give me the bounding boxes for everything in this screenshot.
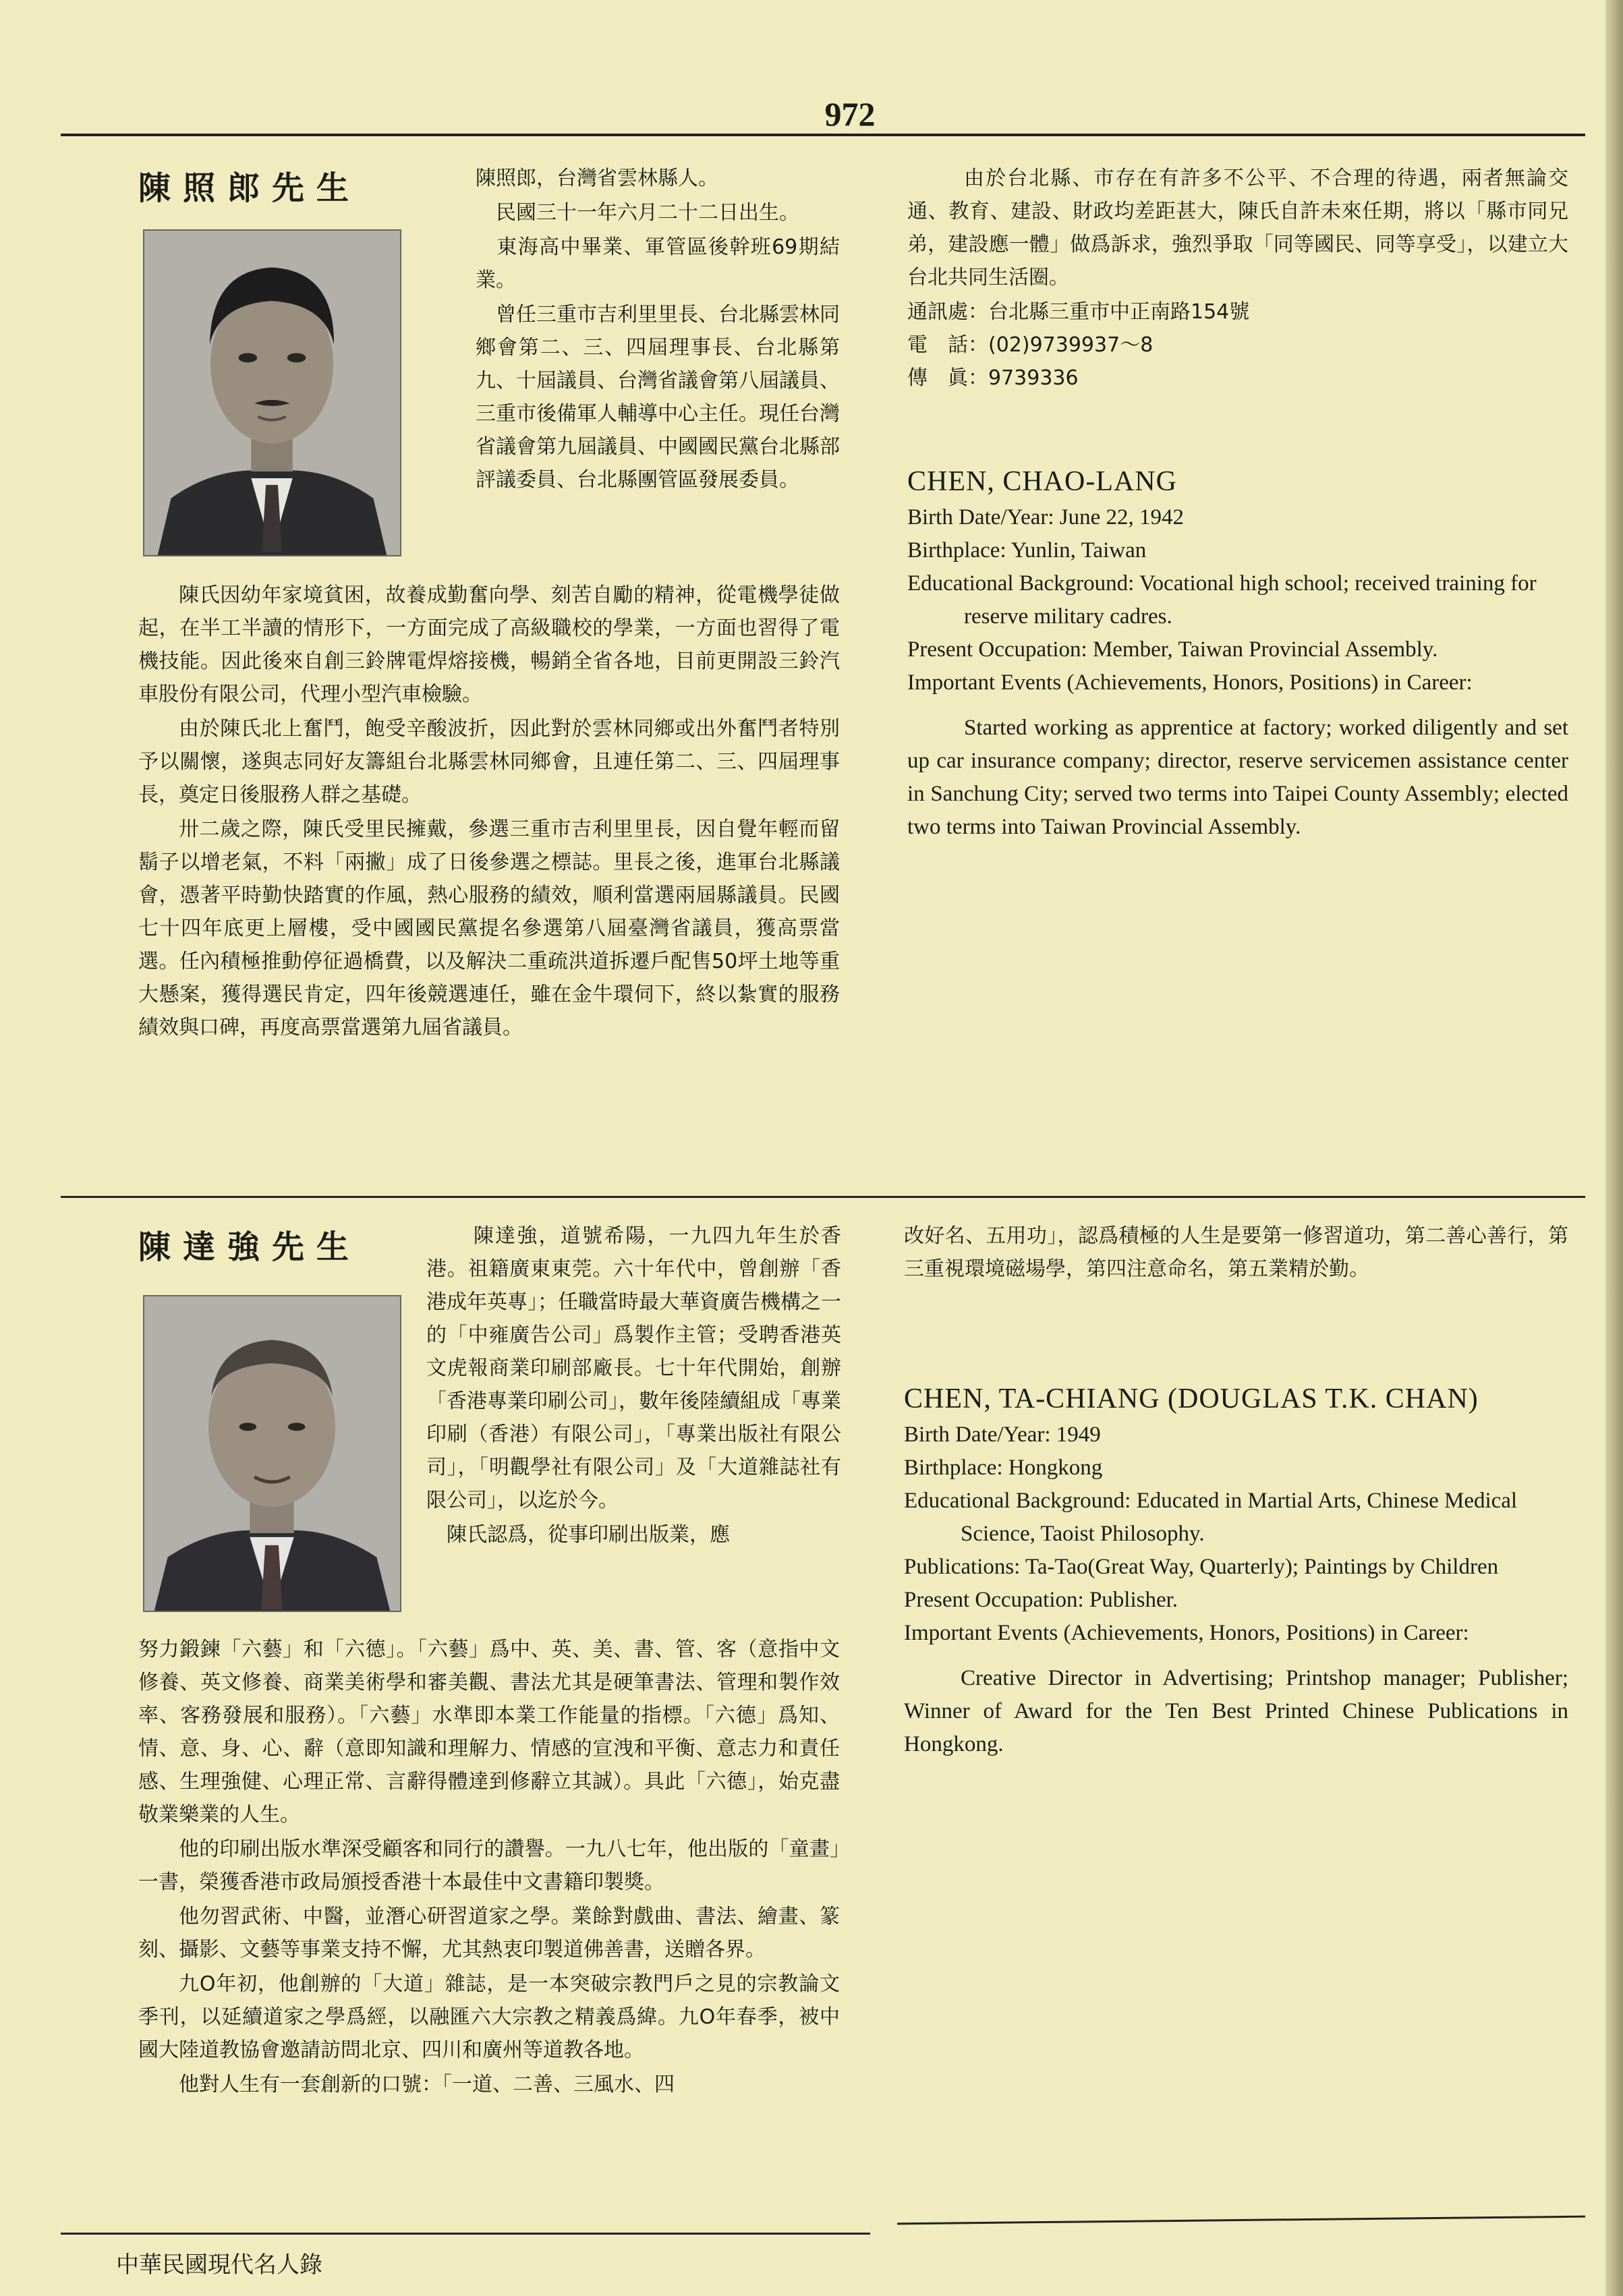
intro-line: 陳氏認爲，從事印刷出版業，應 [426,1523,730,1547]
en-name: CHEN, CHAO-LANG [907,466,1177,497]
english-entry [904,1383,1568,1761]
portrait-photo [143,1295,401,1612]
en-field: Publications: Ta-Tao(Great Way, Quarterly); Paintings by Children [904,1555,1499,1579]
footer-title: 中華民國現代名人錄 [116,2251,322,2278]
body-paragraph: 九O年初，他創辦的「大道」雜誌，是一本突破宗教門戶之見的宗教論文季刊，以延續道家之學爲經，以融匯六大宗教之精義爲緯。九O年春季，被中國大陸道教協會邀請訪問北京、四川和廣州等道教各地。 [138,1972,840,2062]
entry-name-cn: 陳達強先生 [138,1228,362,1266]
contact-fax: 傳 眞：9739336 [907,366,1079,390]
contact-address: 通訊處：台北縣三重市中正南路154號 [907,300,1250,324]
en-field: Birth Date/Year: 1949 [904,1423,1101,1447]
page-number: 972 [824,95,876,133]
right-cn-paragraph: 改好名、五用功」，認爲積極的人生是要第一修習道功，第二善心善行，第三重視環境磁場學，第四注意命名，第五業精於勤。 [904,1224,1568,1281]
en-paragraph: Creative Director in Advertising; Printshop manager; Publisher; Winner of Award for the Ten Best Printed Chinese Publications in Hongkong. [904,1666,1568,1756]
en-field: Educational Background: Vocational high school; received training for reserve military cadres. [907,571,1537,629]
intro-line: 民國三十一年六月二十二日出生。 [476,201,799,225]
body-paragraph: 他勿習武術、中醫，並潛心研習道家之學。業餘對戲曲、書法、繪畫、篆刻、攝影、文藝等事業支持不懈，尤其熱衷印製道佛善書，送贈各界。 [138,1905,840,1961]
en-field: Birthplace: Yunlin, Taiwan [907,538,1147,563]
entry-name-cn: 陳照郎先生 [138,169,362,207]
right-column-cn [904,1219,1568,1287]
body-paragraph: 他對人生有一套創新的口號：「一道、二善、三風水、四 [179,2073,675,2096]
body-text [138,1633,840,2102]
intro-line: 陳照郎，台灣省雲林縣人。 [476,167,718,190]
en-field: Educational Background: Educated in Martial Arts, Chinese Medical Science, Taoist Philosophy. [904,1489,1518,1546]
body-paragraph: 他的印刷出版水準深受顧客和同行的讚譽。一九八七年，他出版的「童畫」一書，榮獲香港市政局頒授香港十本最佳中文書籍印製獎。 [138,1837,840,1894]
en-field: Birthplace: Hongkong [904,1456,1103,1480]
en-name: CHEN, TA-CHIANG (DOUGLAS T.K. CHAN) [904,1383,1479,1414]
body-paragraph: 努力鍛鍊「六藝」和「六德」。「六藝」爲中、英、美、書、管、客（意指中文修養、英文修養、商業美術學和審美觀、書法尤其是硬筆書法、管理和製作效率、客務發展和服務）。「六藝」水準即本業工作能量的指標。「六德」爲知、情、意、身、心、辭（意即知識和理解力、情感的宣洩和平衡、意志力和責任感、生理強健、心理正常、言辭得體達到修辭立其誠）。具此「六德」，始克盡敬業樂業的人生。 [138,1638,840,1827]
right-cn-paragraph: 由於台北縣、市存在有許多不公平、不合理的待遇，兩者無論交通、教育、建設、財政均差距甚大，陳氏自許未來任期，將以「縣市同兄弟，建設應一體」做爲訴求，強烈爭取「同等國民、同等享受」，以建立大台北共同生活圈。 [907,167,1568,289]
en-field: Present Occupation: Publisher. [904,1588,1178,1612]
intro-line: 陳達強，道號希陽，一九四九年生於香港。祖籍廣東東莞。六十年代中，曾創辦「香港成年英專」；任職當時最大華資廣告機構之一的「中雍廣告公司」爲製作主管；受聘香港英文虎報商業印刷部廠長。七十年代開始，創辦「香港專業印刷公司」，數年後陸續組成「專業印刷（香港）有限公司」，「專業出版社有限公司」，「明觀學社有限公司」及「大道雜誌社有限公司」，以迄於今。 [426,1224,841,1512]
en-field: Birth Date/Year: June 22, 1942 [907,505,1185,529]
en-paragraph: Started working as apprentice at factory; worked diligently and set up car insurance company; director, reserve servicemen assistance center in Sanchung City; served two terms into Taipei County Assembly; elected two terms into Taiwan Provincial Assembly. [907,716,1568,839]
body-paragraph: 卅二歲之際，陳氏受里民擁戴，參選三重市吉利里里長，因自覺年輕而留鬍子以增老氣，不料「兩撇」成了日後參選之標誌。里長之後，進軍台北縣議會，憑著平時勤快踏實的作風，熱心服務的績效，順利當選兩屆縣議員。民國七十四年底更上層樓，受中國國民黨提名參選第八屆臺灣省議員，獲高票當選。任內積極推動停征過橋費，以及解決二重疏洪道拆遷戶配售50坪土地等重大懸案，獲得選民肯定，四年後競選連任，雖在金牛環伺下，終以紮實的服務績效與口碑，再度高票當選第九屆省議員。 [138,817,840,1039]
footer-rule [61,2233,870,2235]
body-paragraph: 陳氏因幼年家境貧困，故養成勤奮向學、刻苦自勵的精神，從電機學徒做起，在半工半讀的情形下，一方面完成了高級職校的學業，一方面也習得了電機技能。因此後來自創三鈴牌電焊熔接機，暢銷全省各地，目前更開設三鈴汽車股份有限公司，代理小型汽車檢驗。 [138,583,840,706]
en-field: Important Events (Achievements, Honors, Positions) in Career: [904,1621,1469,1645]
intro-text [426,1219,841,1553]
contact-phone: 電 話：(02)9739937～8 [907,333,1154,357]
intro-line: 曾任三重市吉利里里長、台北縣雲林同鄉會第二、三、四屆理事長、台北縣第九、十屆議員、台灣省議會第八屆議員、三重市後備軍人輔導中心主任。現任台灣省議會第九屆議員、中國國民黨台北縣部評議委員、台北縣團管區發展委員。 [476,303,840,492]
en-field: Present Occupation: Member, Taiwan Provincial Assembly. [907,637,1438,662]
intro-line: 東海高中畢業、軍管區後幹班69期結業。 [476,235,840,292]
body-paragraph: 由於陳氏北上奮鬥，飽受辛酸波折，因此對於雲林同鄉或出外奮鬥者特別予以關懷，遂與志同好友籌組台北縣雲林同鄉會，且連任第二、三、四屆理事長，奠定日後服務人群之基礎。 [138,717,840,807]
en-field: Important Events (Achievements, Honors, Positions) in Career: [907,670,1473,695]
